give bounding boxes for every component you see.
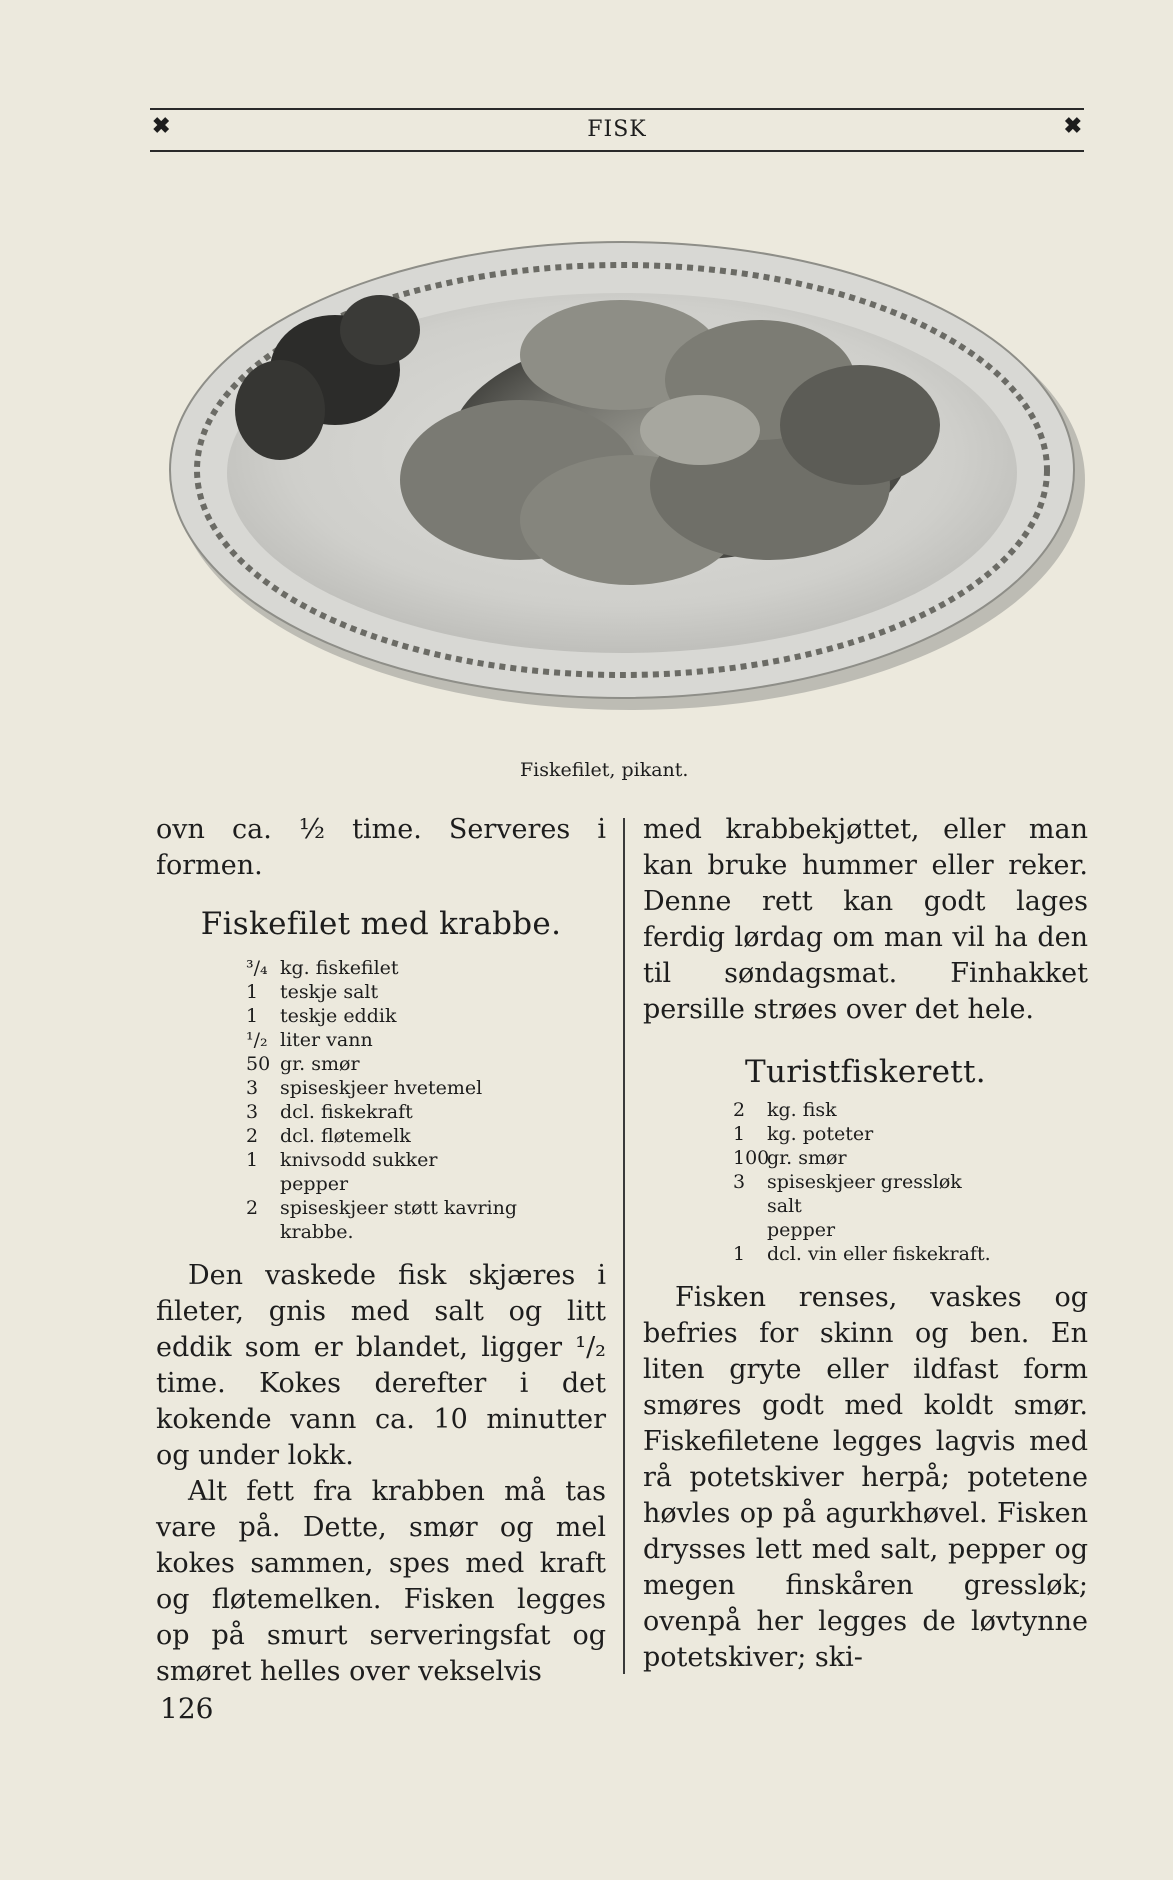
left-intro-text: ovn ca. ½ time. Serveres i formen.	[156, 814, 606, 881]
ingredient-item: pepper	[767, 1219, 836, 1241]
right-intro-text: med krabbekjøttet, eller man kan bruke hummer eller reker. Denne rett kan godt lages ferdig lørdag om man vil ha den til søndagsmat. Finhakket persille strøes over det hele.	[643, 814, 1088, 1025]
right-paragraph-1: Fisken renses, vaskes og befries for skinn og ben. En liten gryte eller ildfast form smøres godt med koldt smør. Fiskefiletene legges lagvis med rå potetskiver herpå; potetene høvles op på agurkhøvel. Fisken drysses lett med salt, pepper og megen finskåren gressløk; ovenpå her legges de løvtynne potetskiver; ski-	[643, 1282, 1088, 1673]
ingredient-item: 1 teskje salt	[246, 981, 379, 1003]
ingredient-item: 3 dcl. fiskekraft	[246, 1101, 413, 1123]
page-number: 126	[160, 1692, 214, 1725]
ingredient-item: 2 spiseskjeer støtt kavring	[246, 1197, 518, 1219]
ornament-right-icon: ✖	[1063, 113, 1082, 139]
ingredient-item: ³/₄ kg. fiskefilet	[246, 957, 399, 979]
ingredient-item: 100 gr. smør	[733, 1147, 847, 1169]
ingredient-item: pepper	[280, 1173, 349, 1195]
ingredient-item: 1 knivsodd sukker	[246, 1149, 438, 1171]
running-header	[150, 108, 1084, 152]
column-divider	[623, 818, 625, 1674]
recipe-heading-turistfiskerett: Turistfiskerett.	[745, 1054, 986, 1090]
photo-caption: Fiskefilet, pikant.	[520, 759, 689, 781]
ingredient-item: 50 gr. smør	[246, 1053, 360, 1075]
left-paragraph-2: Alt fett fra krabben må tas vare på. Dette, smør og mel kokes sammen, spes med kraft og fløtemelken. Fisken legges op på smurt serveringsfat og smøret helles over vekselvis	[156, 1476, 606, 1687]
ingredient-item: 1 dcl. vin eller fiskekraft.	[733, 1243, 991, 1265]
ingredient-item: krabbe.	[280, 1221, 354, 1243]
ingredient-item: 1 teskje eddik	[246, 1005, 397, 1027]
ornament-left-icon: ✖	[152, 113, 171, 139]
right-column	[643, 812, 1088, 1676]
dish-photograph	[160, 195, 1090, 740]
ingredient-item: 1 kg. poteter	[733, 1123, 874, 1145]
section-title: FISK	[587, 117, 647, 142]
ingredient-item: ¹/₂ liter vann	[246, 1029, 373, 1051]
left-column	[156, 812, 606, 1690]
ingredient-item: 2 kg. fisk	[733, 1099, 837, 1121]
ingredient-list-fiskefilet	[246, 956, 606, 1244]
ingredient-item: 3 spiseskjeer hvetemel	[246, 1077, 483, 1099]
left-paragraph-1: Den vaskede fisk skjæres i fileter, gnis med salt og litt eddik som er blandet, ligger ¹/₂ time. Kokes derefter i det kokende vann ca. 10 minutter og under lokk.	[156, 1260, 606, 1471]
ingredient-item: salt	[767, 1195, 802, 1217]
ingredient-list-turistfiskerett	[733, 1098, 1088, 1266]
recipe-heading-fiskefilet-med-krabbe: Fiskefilet med krabbe.	[200, 906, 562, 942]
ingredient-item: 2 dcl. fløtemelk	[246, 1125, 411, 1147]
ingredient-item: 3 spiseskjeer gressløk	[733, 1171, 962, 1193]
